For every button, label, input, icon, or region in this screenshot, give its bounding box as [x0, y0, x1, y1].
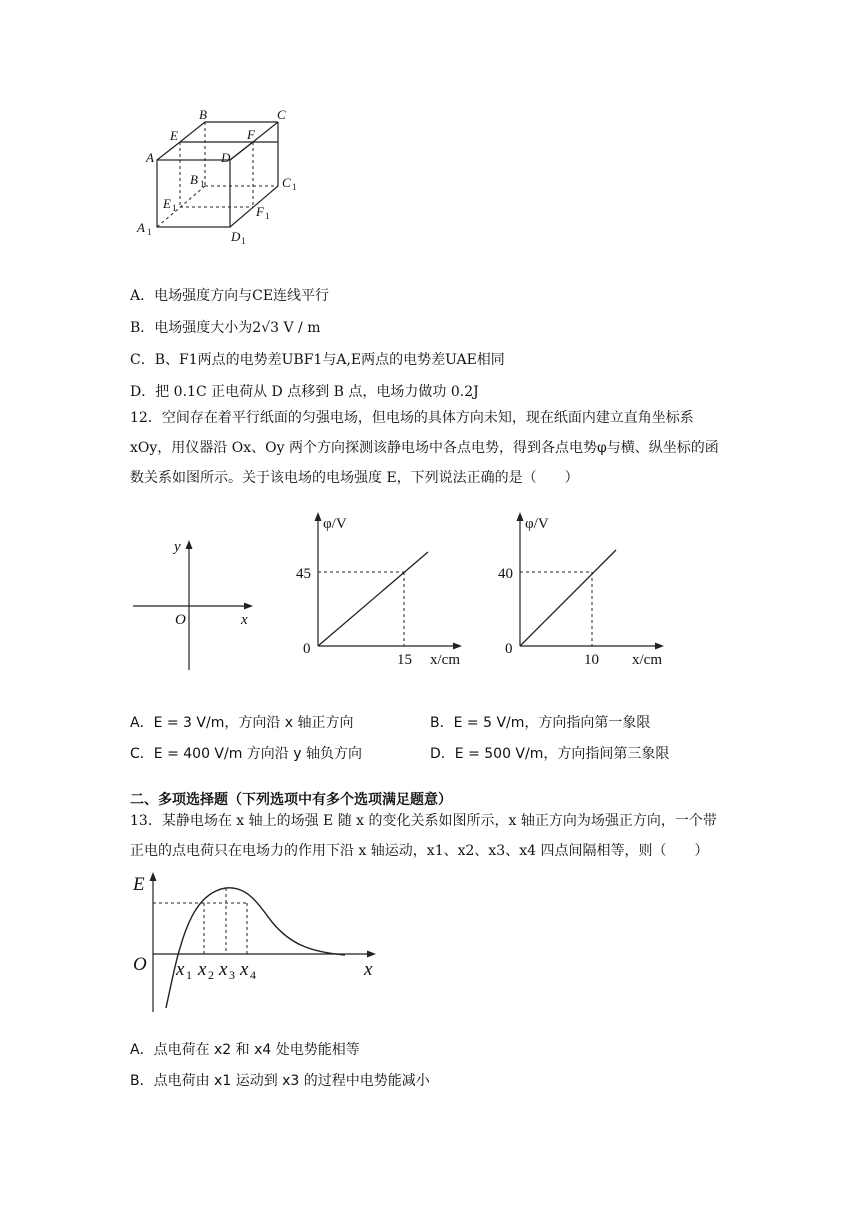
graph1-line [318, 552, 428, 646]
q12-graph-1 [295, 510, 470, 670]
graph2-ytick: 40 [498, 566, 513, 582]
q13-graph [128, 865, 388, 1015]
graph2-xtick: 10 [584, 652, 599, 668]
cube-front-face [157, 160, 230, 227]
graph2-line [520, 550, 616, 646]
svg-text:x: x [219, 959, 228, 980]
axis-x-label: x [241, 612, 248, 628]
q12-option-c: C．E = 400 V/m 方向沿 y 轴负方向 [130, 746, 362, 762]
q12-option-a: A．E = 3 V/m，方向沿 x 轴正方向 [130, 715, 354, 731]
svg-text:1: 1 [147, 227, 152, 237]
label-C: C [277, 107, 286, 122]
svg-text:x: x [176, 959, 185, 980]
q12-option-d: D．E = 500 V/m，方向指间第三象限 [430, 746, 670, 762]
cube-figure [130, 100, 310, 250]
graph2-xlabel: x/cm [632, 652, 662, 668]
e-curve [166, 888, 345, 1008]
graph1-xlabel: x/cm [430, 652, 460, 668]
q12-axes-figure [128, 530, 258, 675]
label-B1: B [190, 172, 198, 187]
x3-sub: 3 [229, 968, 235, 982]
graph2-ylabel: φ/V [525, 516, 549, 532]
label-A: A [146, 150, 154, 165]
label-E: E [170, 128, 178, 143]
svg-text:1: 1 [172, 203, 177, 213]
q13-e-label: E [133, 874, 145, 895]
label-F: F [247, 127, 255, 142]
svg-text:x: x [198, 959, 207, 980]
q13-x-label: x [364, 959, 373, 980]
section-2-title: 二、多项选择题（下列选项中有多个选项满足题意） [130, 792, 452, 808]
axis-y-label: y [174, 539, 181, 555]
label-B: B [199, 107, 207, 122]
q12-stem: 12．空间存在着平行纸面的匀强电场，但电场的具体方向未知，现在纸面内建立直角坐标系 xOy，用仪器沿 Ox、Oy 两个方向探测该静电场中各点电势，得到各点电势φ与横、纵坐标的函数关系如图所示。关于该电场的电场强度 E，下列说法正确的是（ ） [130, 410, 719, 486]
x2-sub: 2 [208, 968, 214, 982]
q13-option-b: B．点电荷由 x1 运动到 x3 的过程中电势能减小 [130, 1073, 430, 1089]
graph1-ytick: 45 [296, 566, 311, 582]
q12-option-b: B．E = 5 V/m，方向指向第一象限 [430, 715, 651, 731]
q11-option-d: D．把 0.1C 正电荷从 D 点移到 B 点，电场力做功 0.2J [130, 384, 479, 400]
label-E1: E [163, 196, 171, 211]
q11-option-b: B．电场强度大小为2√3 V / m [130, 320, 321, 336]
svg-text:1: 1 [241, 236, 246, 246]
label-C1: C [282, 175, 291, 190]
q13-option-a: A．点电荷在 x2 和 x4 处电势能相等 [130, 1042, 360, 1058]
label-D1: D [231, 229, 241, 244]
svg-text:1: 1 [265, 211, 270, 221]
q13-stem: 13．某静电场在 x 轴上的场强 E 随 x 的变化关系如图所示，x 轴正方向为场强正方向，一个带正电的点电荷只在电场力的作用下沿 x 轴运动，x1、x2、x3、x4 四点间隔相等，则（ ） [130, 813, 717, 859]
graph2-origin: 0 [505, 641, 513, 657]
graph1-xtick: 15 [397, 652, 412, 668]
graph1-origin: 0 [303, 641, 311, 657]
graph1-ylabel: φ/V [323, 516, 347, 532]
q11-option-a: A．电场强度方向与CE连线平行 [130, 288, 330, 304]
svg-text:1: 1 [200, 179, 205, 189]
q11-option-c: C．B、F1两点的电势差UBF1与A,E两点的电势差UAE相同 [130, 352, 505, 368]
x1-sub: 1 [186, 968, 192, 982]
x4-sub: 4 [250, 968, 256, 982]
label-F1: F [256, 204, 264, 219]
q13-origin-label: O [133, 954, 147, 975]
label-D: D [221, 150, 231, 165]
axis-origin-label: O [175, 612, 186, 628]
svg-text:1: 1 [292, 182, 297, 192]
q12-graph-2 [495, 510, 670, 670]
svg-text:x: x [240, 959, 249, 980]
label-A1: A [137, 220, 145, 235]
